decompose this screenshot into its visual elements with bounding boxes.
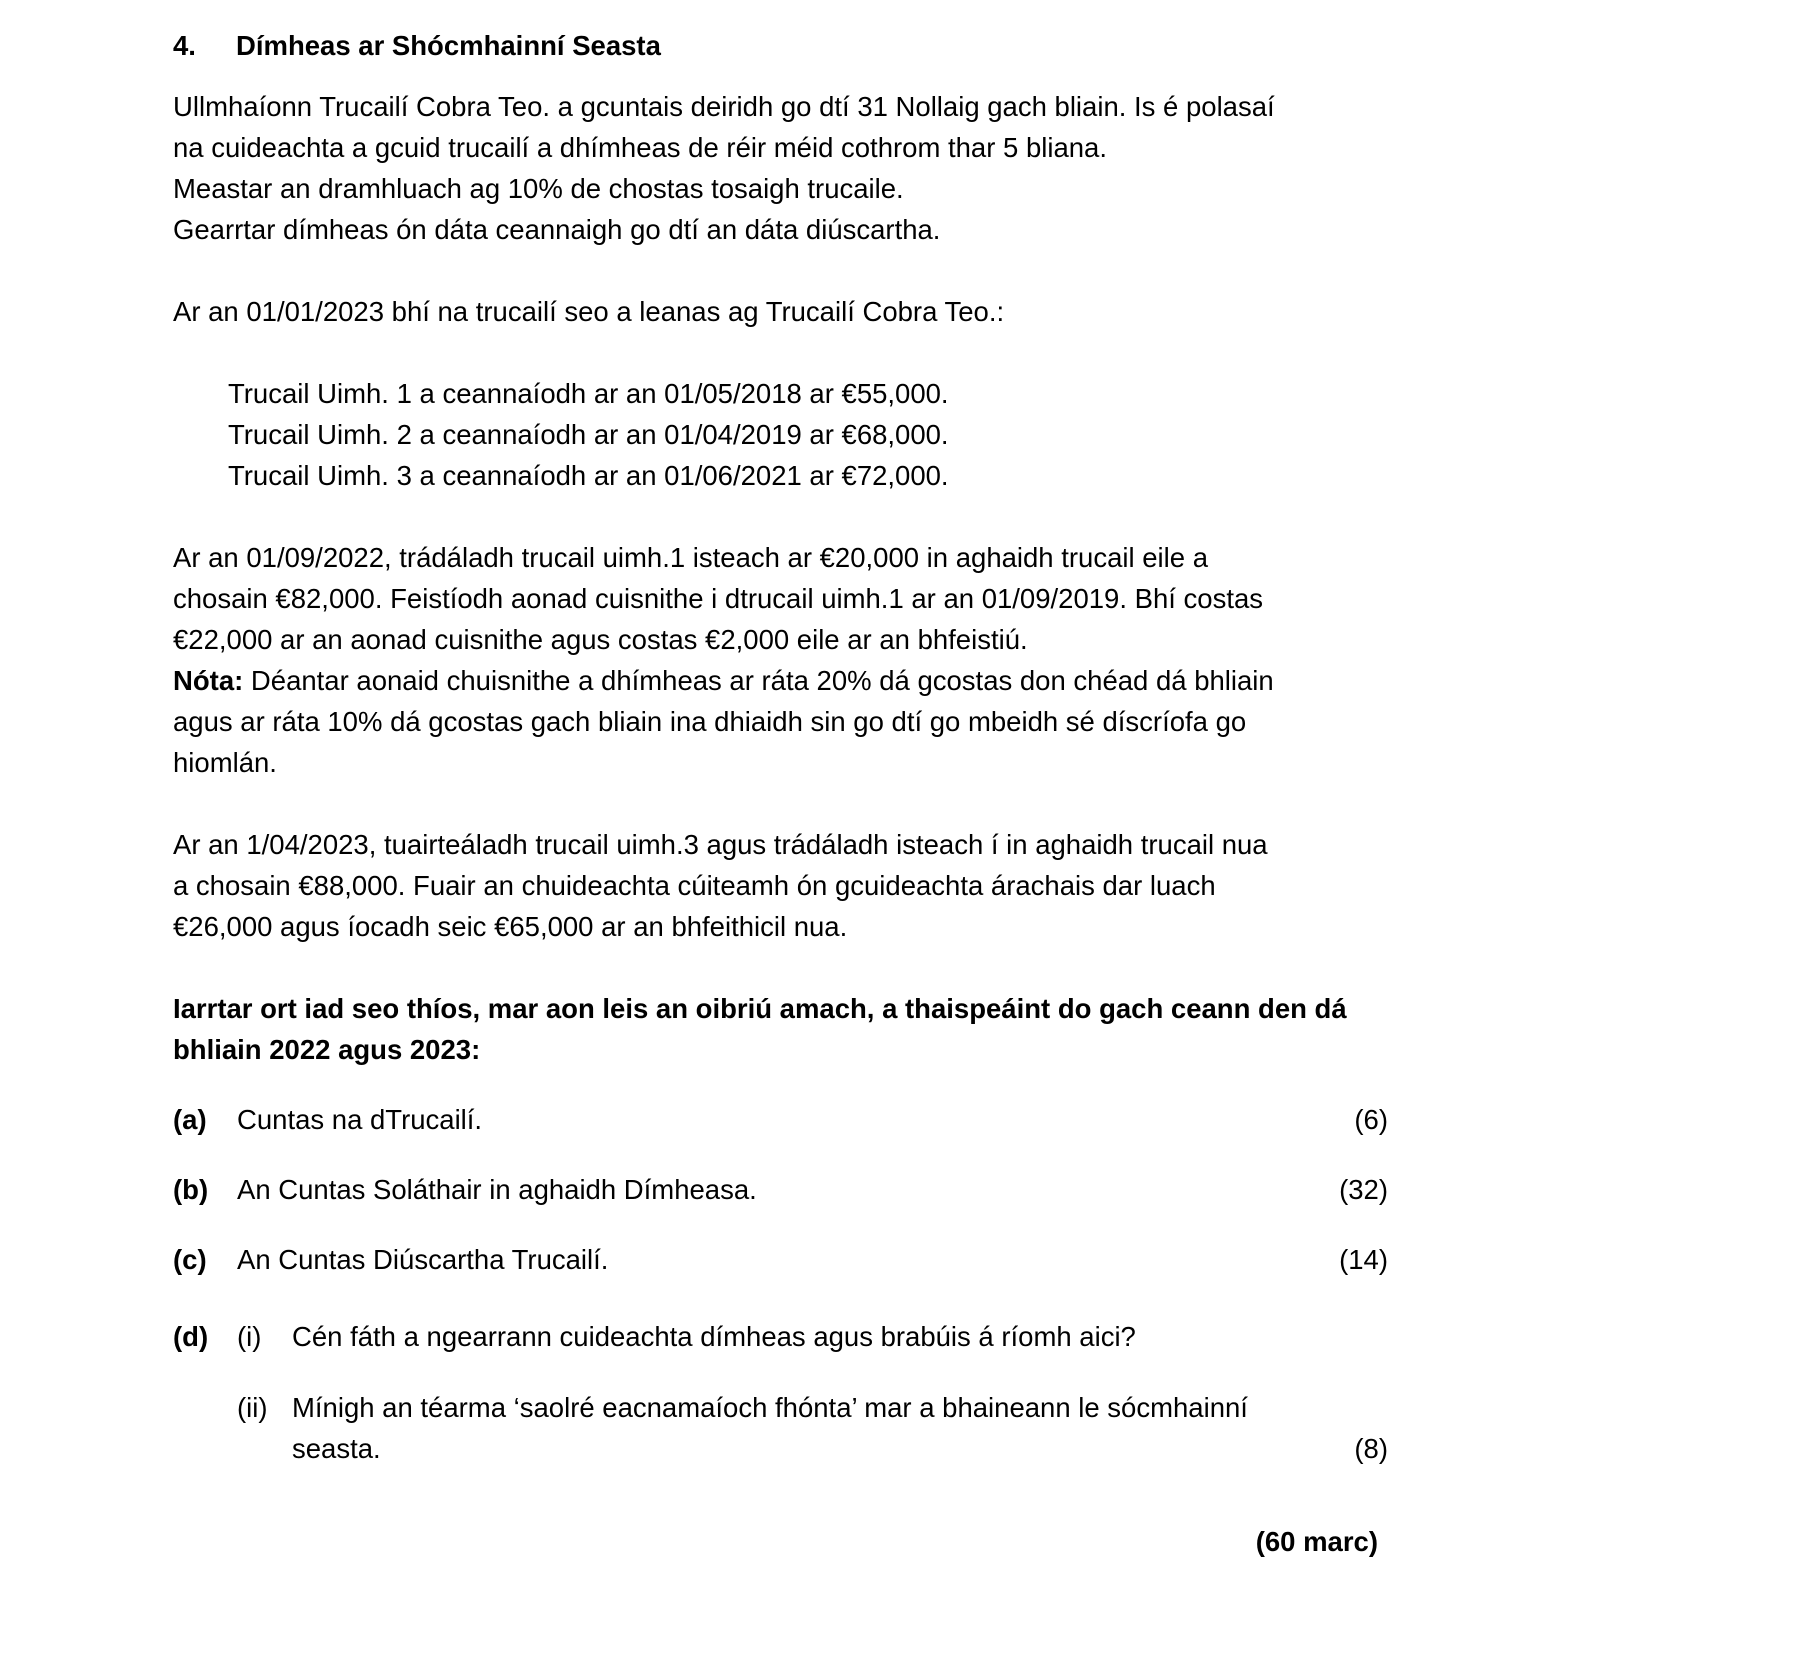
- question-part-d: [173, 1316, 1388, 1469]
- note-line-2: agus ar ráta 10% dá gcostas gach bliain ina dhiaidh sin go dtí go mbeidh sé díscríofa go: [173, 706, 1247, 737]
- question-content: [173, 26, 1388, 1562]
- part-letter: (a): [173, 1104, 207, 1135]
- list-item: Trucail Uimh. 1 a ceannaíodh ar an 01/05/2018 ar €55,000.: [228, 378, 949, 409]
- part-letter: (b): [173, 1174, 209, 1205]
- part-marks: (32): [1339, 1174, 1388, 1205]
- transaction-2022-line-1: Ar an 01/09/2022, trádáladh trucail uimh.1 isteach ar €20,000 in aghaidh trucail eile a: [173, 542, 1208, 573]
- part-d-sub-ii-continuation: [237, 1428, 1388, 1469]
- part-d-sub-ii: [237, 1387, 1388, 1428]
- question-number: 4.: [173, 30, 196, 61]
- question-part-b: [173, 1169, 1388, 1210]
- intro-line-4: Gearrtar dímheas ón dáta ceannaigh go dtí an dáta diúscartha.: [173, 214, 941, 245]
- subpart-numeral: (i): [237, 1321, 262, 1352]
- subpart-text-line-2: seasta.: [292, 1433, 381, 1464]
- question-part-a: [173, 1099, 1388, 1140]
- subpart-text: Cén fáth a ngearrann cuideachta dímheas agus brabúis á ríomh aici?: [292, 1321, 1136, 1352]
- part-d-subparts: [237, 1316, 1388, 1469]
- part-letter: (d): [173, 1321, 209, 1352]
- question-heading: [173, 26, 1388, 66]
- truck-list: [173, 373, 1388, 496]
- page-title: Dímheas ar Shócmhainní Seasta: [236, 30, 661, 61]
- spacer: [173, 332, 1388, 373]
- part-text: An Cuntas Soláthair in aghaidh Dímheasa.: [237, 1174, 757, 1205]
- part-d-sub-i: [237, 1316, 1388, 1357]
- transaction-2022-line-3: €22,000 ar an aonad cuisnithe agus costas €2,000 eile ar an bhfeistiú.: [173, 624, 1028, 655]
- subpart-numeral: (ii): [237, 1392, 268, 1423]
- list-item: Trucail Uimh. 2 a ceannaíodh ar an 01/04/2019 ar €68,000.: [228, 419, 949, 450]
- note-label: Nóta:: [173, 665, 244, 696]
- total-marks: (60 marc): [1255, 1526, 1378, 1557]
- spacer: [173, 783, 1388, 824]
- part-letter: (c): [173, 1244, 207, 1275]
- requirement-line-2: bhliain 2022 agus 2023:: [173, 1034, 481, 1065]
- question-part-c: [173, 1239, 1388, 1280]
- note-line-3: hiomlán.: [173, 747, 277, 778]
- part-marks: (14): [1339, 1244, 1388, 1275]
- intro-line-2: na cuideachta a gcuid trucailí a dhímheas de réir méid cothrom thar 5 bliana.: [173, 132, 1107, 163]
- note-text-1: Déantar aonaid chuisnithe a dhímheas ar ráta 20% dá gcostas don chéad dá bhliain: [243, 665, 1274, 696]
- subpart-marks: (8): [1354, 1433, 1388, 1464]
- spacer: [173, 947, 1388, 988]
- list-item: Trucail Uimh. 3 a ceannaíodh ar an 01/06/2021 ar €72,000.: [228, 460, 949, 491]
- transaction-2023-line-3: €26,000 agus íocadh seic €65,000 ar an bhfeithicil nua.: [173, 911, 848, 942]
- requirement-line-1: Iarrtar ort iad seo thíos, mar aon leis an oibriú amach, a thaispeáint do gach ceann den dá: [173, 993, 1347, 1024]
- subpart-text-line-1: Mínigh an téarma ‘saolré eacnamaíoch fhónta’ mar a bhaineann le sócmhainní: [292, 1392, 1248, 1423]
- part-marks: (6): [1354, 1104, 1388, 1135]
- note-line-1: [173, 660, 1388, 701]
- intro-line-1: Ullmhaíonn Trucailí Cobra Teo. a gcuntais deiridh go dtí 31 Nollaig gach bliain. Is é polasaí: [173, 91, 1275, 122]
- transaction-2023-line-2: a chosain €88,000. Fuair an chuideachta cúiteamh ón gcuideachta árachais dar luach: [173, 870, 1216, 901]
- intro-line-3: Meastar an dramhluach ag 10% de chostas tosaigh trucaile.: [173, 173, 904, 204]
- opening-balances-lead-in: Ar an 01/01/2023 bhí na trucailí seo a leanas ag Trucailí Cobra Teo.:: [173, 296, 1005, 327]
- part-text: An Cuntas Diúscartha Trucailí.: [237, 1244, 609, 1275]
- spacer: [173, 250, 1388, 291]
- part-text: Cuntas na dTrucailí.: [237, 1104, 483, 1135]
- spacer: [173, 496, 1388, 537]
- transaction-2022-line-2: chosain €82,000. Feistíodh aonad cuisnithe i dtrucail uimh.1 ar an 01/09/2019. Bhí costas: [173, 583, 1264, 614]
- transaction-2023-line-1: Ar an 1/04/2023, tuairteáladh trucail uimh.3 agus trádáladh isteach í in aghaidh trucail nua: [173, 829, 1268, 860]
